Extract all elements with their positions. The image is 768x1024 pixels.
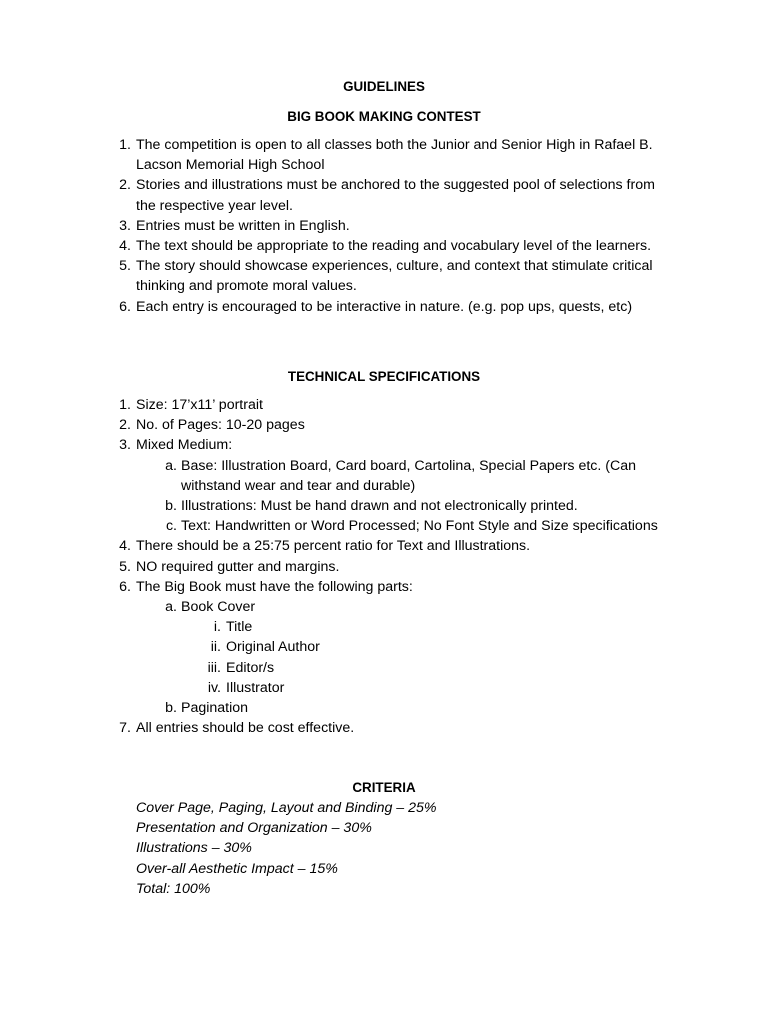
list-item: 5. The story should showcase experiences, culture, and context that stimulate critical thinking and promote moral values. xyxy=(119,258,653,295)
list-item: 4. The text should be appropriate to the reading and vocabulary level of the learners. xyxy=(119,238,652,255)
title-guidelines: GUIDELINES xyxy=(343,79,425,94)
list-item: a. Base: Illustration Board, Card board, Cartolina, Special Papers etc. (Can withstand wear and tear and durable) xyxy=(165,457,637,494)
list-item: iii. Editor/s xyxy=(207,659,275,676)
title-contest: BIG BOOK MAKING CONTEST xyxy=(287,109,481,124)
title-technical-specifications: TECHNICAL SPECIFICATIONS xyxy=(287,369,481,384)
criteria-item: Over-all Aesthetic Impact – 15% xyxy=(136,860,338,877)
list-item: 2. Stories and illustrations must be anchored to the suggested pool of selections from the respective year level. xyxy=(119,177,655,214)
list-item: 6. Each entry is encouraged to be interactive in nature. (e.g. pop ups, quests, etc) xyxy=(119,298,633,315)
title-criteria: CRITERIA xyxy=(352,780,416,795)
list-item: c. Text: Handwritten or Word Processed; No Font Style and Size specifications xyxy=(165,518,658,535)
technical-list xyxy=(0,395,676,738)
list-item: 5. NO required gutter and margins. xyxy=(119,558,340,575)
list-item: i. Title xyxy=(213,619,253,636)
list-item: iv. Illustrator xyxy=(207,679,285,696)
list-item: 6. The Big Book must have the following parts: xyxy=(119,578,413,595)
list-item: 3. Entries must be written in English. xyxy=(119,217,350,234)
list-item: 1. The competition is open to all classes both the Junior and Senior High in Rafael B. Lacson Memorial High School xyxy=(119,137,653,174)
list-item: ii. Original Author xyxy=(210,639,320,656)
list-item: b. Pagination xyxy=(165,700,249,717)
list-item: 3. Mixed Medium: xyxy=(119,437,233,454)
criteria-item: Illustrations – 30% xyxy=(136,840,252,857)
criteria-item: Total: 100% xyxy=(136,880,211,897)
criteria-item: Cover Page, Paging, Layout and Binding – 25% xyxy=(136,800,437,816)
guidelines-list xyxy=(0,135,676,317)
list-item: 1. Size: 17’x11’ portrait xyxy=(119,397,263,413)
list-item: 4. There should be a 25:75 percent ratio for Text and Illustrations. xyxy=(119,538,531,555)
list-item: 7. All entries should be cost effective. xyxy=(119,720,355,737)
list-item: 2. No. of Pages: 10-20 pages xyxy=(119,417,305,434)
criteria-list xyxy=(136,798,437,899)
list-item: a. Book Cover xyxy=(165,599,256,616)
criteria-item: Presentation and Organization – 30% xyxy=(136,820,372,837)
list-item: b. Illustrations: Must be hand drawn and not electronically printed. xyxy=(165,498,578,515)
